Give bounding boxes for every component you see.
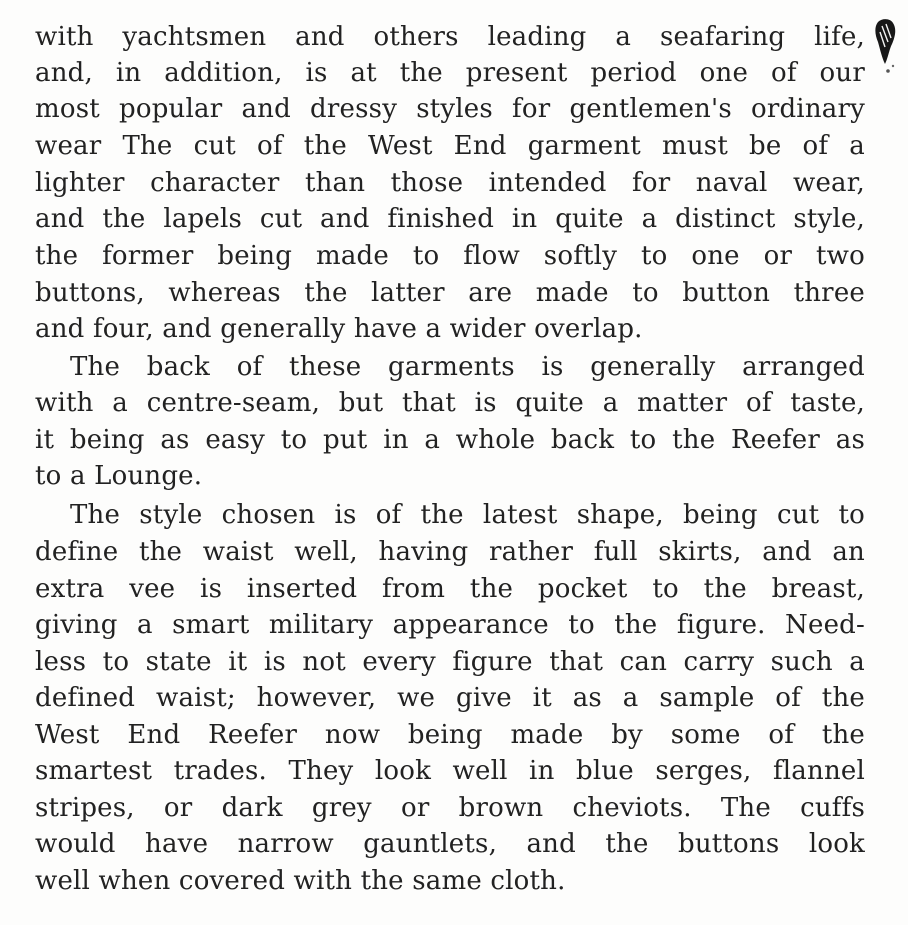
paragraph-end-line: to a Lounge. bbox=[35, 461, 203, 491]
text-line: most popular and dressy styles for gentlemen's ordinary bbox=[35, 94, 865, 124]
ink-smudge-icon bbox=[868, 14, 904, 78]
text-line: giving a smart military appearance to the figure. Need- bbox=[35, 610, 865, 640]
text-line: with a centre-seam, but that is quite a matter of taste, bbox=[35, 388, 865, 418]
paragraph-start-line: The back of these garments is generally arranged bbox=[70, 352, 865, 382]
text-line: less to state it is not every figure that can carry such a bbox=[35, 647, 865, 677]
text-line: would have narrow gauntlets, and the buttons look bbox=[35, 829, 865, 859]
text-line: with yachtsmen and others leading a seafaring life, bbox=[35, 22, 865, 52]
text-line: extra vee is inserted from the pocket to the breast, bbox=[35, 574, 865, 604]
text-line: West End Reefer now being made by some of the bbox=[35, 720, 865, 750]
text-line: wear The cut of the West End garment must be of a bbox=[35, 131, 865, 161]
text-line: defined waist; however, we give it as a sample of the bbox=[35, 683, 865, 713]
text-line: smartest trades. They look well in blue serges, flannel bbox=[35, 756, 865, 786]
paragraph-end-line: and four, and generally have a wider overlap. bbox=[35, 314, 643, 344]
text-line: it being as easy to put in a whole back to the Reefer as bbox=[35, 425, 865, 455]
text-line: define the waist well, having rather full skirts, and an bbox=[35, 537, 865, 567]
paragraph-end-line: well when covered with the same cloth. bbox=[35, 866, 566, 896]
text-line: the former being made to flow softly to one or two bbox=[35, 241, 865, 271]
text-line: buttons, whereas the latter are made to button three bbox=[35, 278, 865, 308]
text-line: lighter character than those intended for naval wear, bbox=[35, 168, 865, 198]
text-line: and, in addition, is at the present period one of our bbox=[35, 58, 865, 88]
text-line: stripes, or dark grey or brown cheviots. The cuffs bbox=[35, 793, 865, 823]
text-line: and the lapels cut and finished in quite a distinct style, bbox=[35, 204, 865, 234]
paragraph-start-line: The style chosen is of the latest shape, being cut to bbox=[70, 500, 865, 530]
